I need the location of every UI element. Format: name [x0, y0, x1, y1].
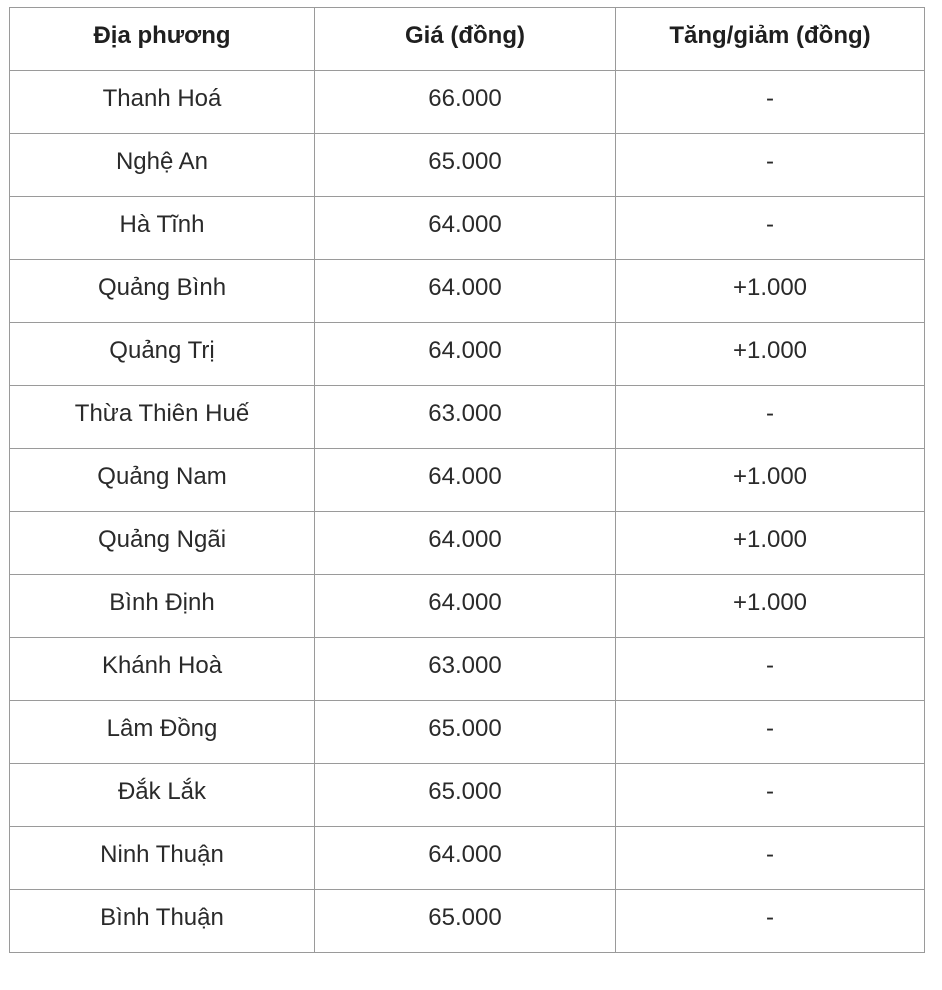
table-row: [10, 323, 925, 386]
price-cell: 66.000: [315, 71, 616, 134]
price-cell: 64.000: [315, 260, 616, 323]
price-cell: 65.000: [315, 890, 616, 953]
price-cell: 65.000: [315, 701, 616, 764]
location-cell: Quảng Bình: [10, 260, 315, 323]
location-cell: Nghệ An: [10, 134, 315, 197]
table-row: [10, 638, 925, 701]
table-row: [10, 575, 925, 638]
change-cell: +1.000: [616, 449, 925, 512]
location-cell: Quảng Nam: [10, 449, 315, 512]
change-cell: +1.000: [616, 512, 925, 575]
price-cell: 64.000: [315, 512, 616, 575]
location-cell: Quảng Trị: [10, 323, 315, 386]
change-cell: -: [616, 890, 925, 953]
change-cell: +1.000: [616, 323, 925, 386]
table-row: [10, 890, 925, 953]
table-row: [10, 134, 925, 197]
location-cell: Ninh Thuận: [10, 827, 315, 890]
table-row: [10, 827, 925, 890]
location-cell: Bình Định: [10, 575, 315, 638]
price-cell: 64.000: [315, 323, 616, 386]
price-cell: 64.000: [315, 197, 616, 260]
change-cell: -: [616, 134, 925, 197]
price-cell: 63.000: [315, 386, 616, 449]
price-cell: 64.000: [315, 449, 616, 512]
change-cell: +1.000: [616, 575, 925, 638]
location-cell: Đắk Lắk: [10, 764, 315, 827]
table-row: [10, 449, 925, 512]
header-change: Tăng/giảm (đồng): [616, 8, 925, 71]
location-cell: Hà Tĩnh: [10, 197, 315, 260]
change-cell: -: [616, 764, 925, 827]
change-cell: -: [616, 386, 925, 449]
header-row: [10, 8, 925, 71]
table-row: [10, 197, 925, 260]
table-row: [10, 764, 925, 827]
table-row: [10, 386, 925, 449]
change-cell: +1.000: [616, 260, 925, 323]
change-cell: -: [616, 701, 925, 764]
location-cell: Khánh Hoà: [10, 638, 315, 701]
location-cell: Quảng Ngãi: [10, 512, 315, 575]
price-cell: 65.000: [315, 764, 616, 827]
table-row: [10, 512, 925, 575]
location-cell: Bình Thuận: [10, 890, 315, 953]
price-cell: 64.000: [315, 575, 616, 638]
location-cell: Thanh Hoá: [10, 71, 315, 134]
header-price: Giá (đồng): [315, 8, 616, 71]
location-cell: Lâm Đồng: [10, 701, 315, 764]
price-cell: 65.000: [315, 134, 616, 197]
price-cell: 64.000: [315, 827, 616, 890]
change-cell: -: [616, 197, 925, 260]
table-row: [10, 701, 925, 764]
header-location: Địa phương: [10, 8, 315, 71]
price-cell: 63.000: [315, 638, 616, 701]
table-row: [10, 260, 925, 323]
change-cell: -: [616, 71, 925, 134]
change-cell: -: [616, 638, 925, 701]
price-table: [9, 7, 925, 953]
location-cell: Thừa Thiên Huế: [10, 386, 315, 449]
table-row: [10, 71, 925, 134]
change-cell: -: [616, 827, 925, 890]
